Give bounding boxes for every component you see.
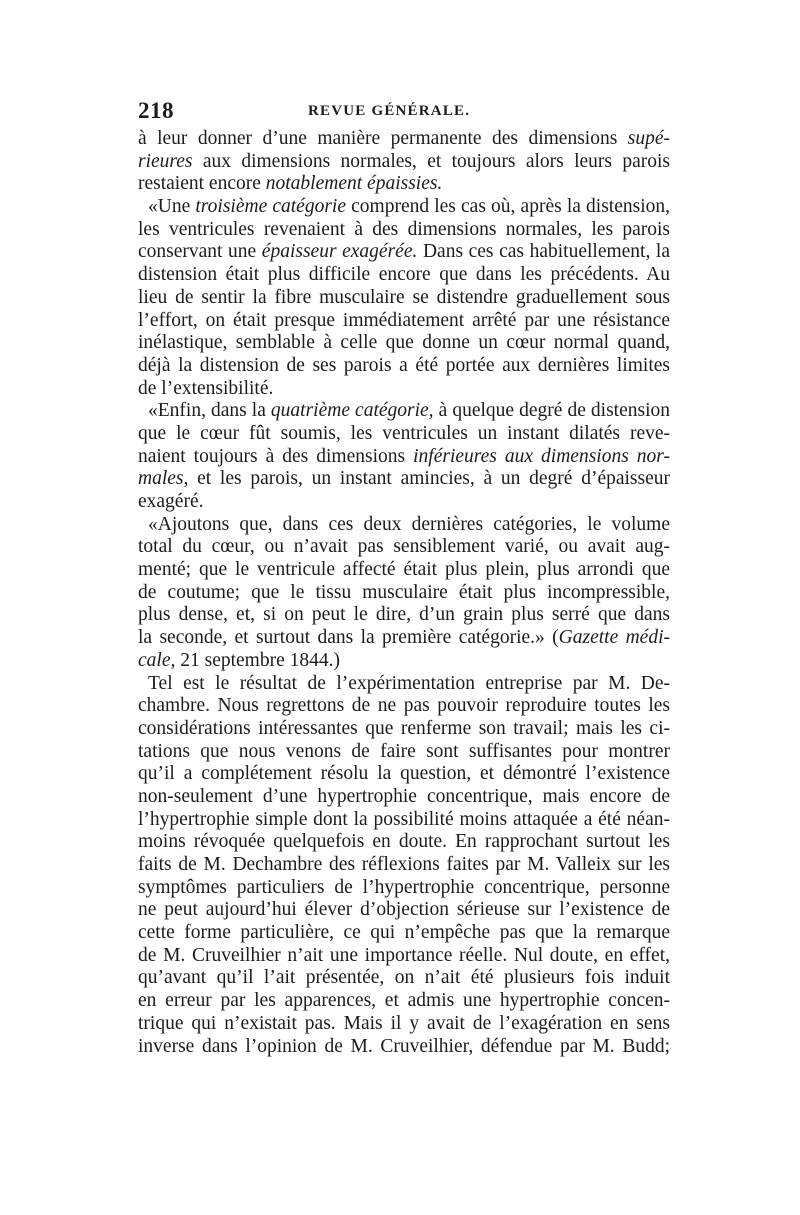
text-line (138, 173, 670, 196)
text-span: moins révoquée quelquefois en doute. En rapprochant surtout les (138, 831, 670, 853)
text-span: déjà la distension de ses parois a été portée aux dernières limites (138, 354, 670, 376)
text-line (138, 196, 670, 219)
body-text (138, 128, 670, 1058)
italic-text: quatrième catégorie, (270, 400, 434, 422)
text-span: de l’extensibilité. (138, 377, 274, 399)
text-line (138, 287, 670, 310)
text-span: tations que nous venons de faire sont suffisantes pour montrer (138, 740, 670, 762)
text-line (138, 491, 670, 514)
text-line (138, 945, 670, 968)
text-line (138, 877, 670, 900)
text-span: 21 septembre 1844.) (175, 649, 340, 671)
text-span: inélastique, semblable à celle que donne un cœur normal quand, (138, 332, 670, 354)
text-line (138, 718, 670, 741)
text-span: à quelque degré de distension (433, 400, 670, 422)
text-span: lieu de sentir la fibre musculaire se distendre graduellement sous (138, 286, 670, 308)
text-span: considérations intéressantes que renferme son travail; mais les ci- (138, 717, 670, 739)
text-span: de M. Cruveilhier n’ait une importance réelle. Nul doute, en effet, (138, 944, 670, 966)
text-line (138, 1036, 670, 1059)
text-span: qu’il a complétement résolu la question, et démontré l’existence (138, 763, 670, 785)
italic-text: troisième catégorie (195, 196, 346, 218)
text-span: Dans ces cas habituellement, la (417, 241, 671, 263)
text-line (138, 899, 670, 922)
text-line (138, 650, 670, 673)
text-line (138, 809, 670, 832)
text-span: cette forme particulière, ce qui n’empêche pas que la remarque (138, 922, 670, 944)
text-span: ne peut aujourd’hui élever d’objection sérieuse sur l’existence de (138, 899, 670, 921)
text-span: naient toujours à des dimensions (138, 445, 414, 467)
text-line (138, 990, 670, 1013)
text-span: chambre. Nous regrettons de ne pas pouvoir reproduire toutes les (138, 695, 670, 717)
text-line (138, 695, 670, 718)
text-line (138, 310, 670, 333)
italic-text: supé- (627, 128, 670, 149)
italic-text: males, (138, 468, 189, 490)
text-line (138, 627, 670, 650)
text-line (138, 446, 670, 469)
text-line (138, 400, 670, 423)
text-span: faits de M. Dechambre des réflexions faites par M. Valleix sur les (138, 854, 670, 875)
text-span: l’effort, on était presque immédiatement arrêté par une résistance (138, 309, 670, 331)
running-title: REVUE GÉNÉRALE. (308, 103, 471, 119)
text-line (138, 604, 670, 627)
text-span: conservant une (138, 241, 262, 263)
text-line (138, 922, 670, 945)
text-span: à leur donner d’une manière permanente des dimensions (138, 128, 628, 149)
text-line (138, 128, 670, 151)
text-line (138, 786, 670, 809)
text-line (138, 854, 670, 877)
text-span: inverse dans l’opinion de M. Cruveilhier, défendue par M. Budd; (138, 1035, 670, 1057)
text-line (138, 763, 670, 786)
italic-text: notablement épaissies. (265, 173, 443, 195)
text-span: «Ajoutons que, dans ces deux dernières catégories, le volume (148, 513, 670, 535)
page-header (138, 98, 670, 128)
text-line (138, 423, 670, 446)
text-span: restaient encore (138, 173, 266, 195)
text-line (138, 468, 670, 491)
italic-text: inférieures aux dimensions nor- (413, 445, 670, 467)
text-line (138, 514, 670, 537)
text-span: Tel est le résultat de l’expérimentation entreprise par M. De- (148, 672, 670, 694)
text-line (138, 264, 670, 287)
text-span: exagéré. (138, 491, 204, 512)
text-span: la seconde, et surtout dans la première catégorie.» ( (138, 627, 559, 649)
text-span: symptômes particuliers de l’hypertrophie concentrique, personne (138, 876, 670, 898)
text-span: plus dense, et, si on peut le dire, d’un grain plus serré que dans (138, 604, 670, 626)
text-line (138, 536, 670, 559)
text-span: «Une (148, 196, 196, 218)
text-span: en erreur par les apparences, et admis une hypertrophie concen- (138, 990, 670, 1012)
text-span: non-seulement d’une hypertrophie concentrique, mais encore de (138, 785, 670, 807)
text-line (138, 559, 670, 582)
italic-text: cale, (138, 649, 176, 671)
text-span: que le cœur fût soumis, les ventricules un instant dilatés reve- (138, 422, 670, 444)
text-line (138, 1013, 670, 1036)
text-span: les ventricules revenaient à des dimensions normales, les parois (138, 218, 670, 240)
text-line (138, 355, 670, 378)
text-line (138, 967, 670, 990)
text-span: et les parois, un instant amincies, à un degré d’épaisseur (188, 468, 670, 490)
text-span: de coutume; que le tissu musculaire était plus incompressible, (138, 581, 670, 603)
text-line (138, 582, 670, 605)
text-span: distension était plus difficile encore que dans les précédents. Au (138, 264, 670, 286)
italic-text: Gazette médi- (558, 627, 670, 649)
text-span: comprend les cas où, après la distension, (346, 196, 670, 218)
page-number: 218 (138, 98, 174, 123)
text-line (138, 151, 670, 174)
text-span: «Enfin, dans la (148, 400, 271, 422)
text-line (138, 332, 670, 355)
text-span: trique qui n’existait pas. Mais il y avait de l’exagération en sens (138, 1012, 670, 1034)
italic-text: épaisseur exagérée. (261, 241, 418, 263)
text-line (138, 831, 670, 854)
text-span: aux dimensions normales, et toujours alors leurs parois (192, 150, 670, 172)
text-line (138, 219, 670, 242)
text-span: menté; que le ventricule affecté était plus plein, plus arrondi que (138, 559, 670, 581)
italic-text: rieures (138, 150, 193, 172)
text-line (138, 241, 670, 264)
text-span: qu’avant qu’il l’ait présentée, on n’ait été plusieurs fois induit (138, 967, 670, 989)
text-line (138, 741, 670, 764)
text-span: l’hypertrophie simple dont la possibilité moins attaquée a été néan- (138, 808, 670, 830)
text-span: total du cœur, ou n’avait pas sensiblement varié, ou avait aug- (138, 536, 670, 558)
text-line (138, 673, 670, 696)
text-line (138, 378, 670, 401)
